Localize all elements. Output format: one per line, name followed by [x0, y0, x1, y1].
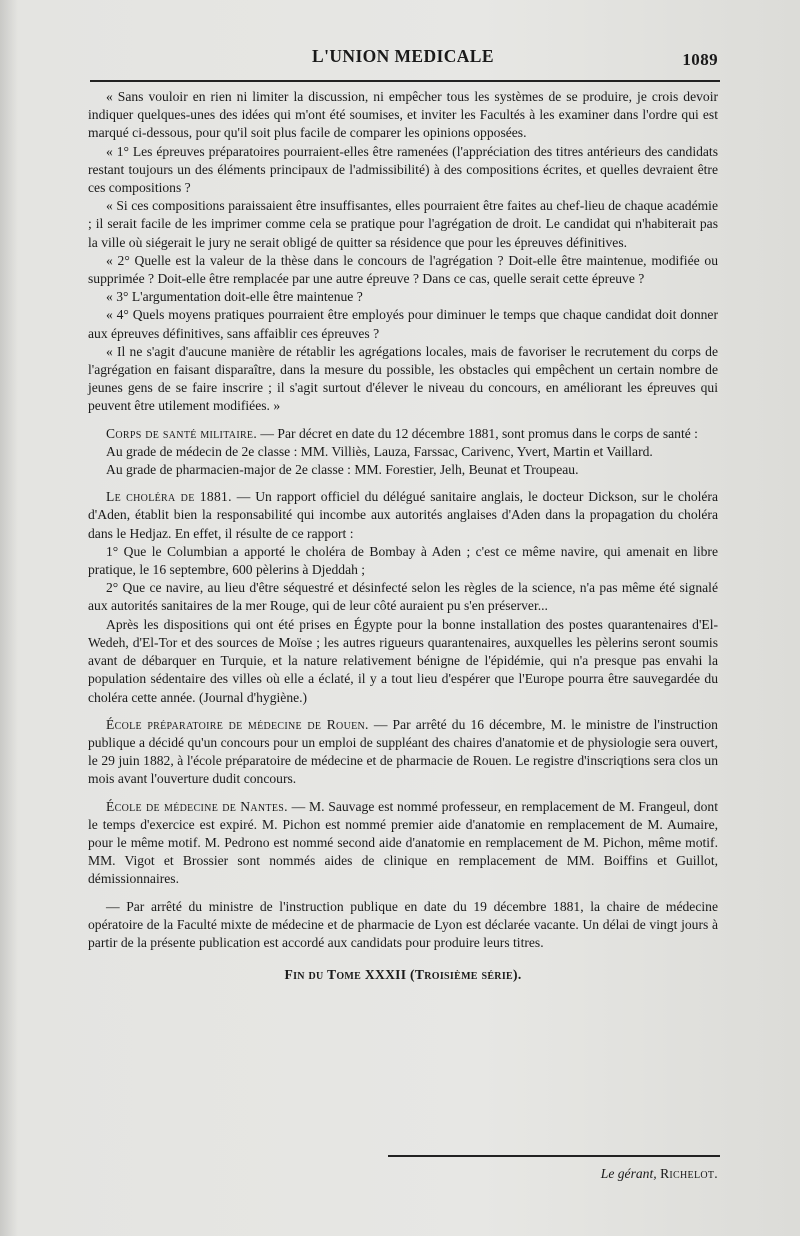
- paragraph: Au grade de pharmacien-major de 2e classe : MM. Forestier, Jelh, Beunat et Troupeau.: [106, 462, 579, 478]
- header-rule: [90, 80, 720, 82]
- footer-rule: [388, 1155, 720, 1157]
- paragraph-text: — Un rapport officiel du délégué sanitaire anglais, le docteur Dickson, sur le choléra d'Aden, établit bien la responsabilité qui incombe aux autorités anglaises d'Aden dans la propagation du choléra dans le Hedjaz. En effet, il résulte de ce rapport :: [88, 489, 718, 541]
- paragraph-text: — Par arrêté du 16 décembre, M. le ministre de l'instruction publique a décidé qu'un concours pour un emploi de suppléant des chaires d'anatomie et de physiologie sera ouvert, le 29 juin 1882, à l'école préparatoire de médecine et de pharmacie de Rouen. Le registre d'inscriqtions sera clos un mois avant l'ouverture dudit concours.: [88, 716, 718, 787]
- paragraph: « 4° Quels moyens pratiques pourraient être employés pour diminuer le temps que chaque candidat doit donner aux épreuves définitives, sans affaiblir ces épreuves ?: [88, 307, 718, 341]
- section-heading: Corps de santé militaire.: [106, 425, 258, 441]
- paragraph: « Si ces compositions paraissaient être insuffisantes, elles pourraient être faites au chef-lieu de chaque académie ; il serait facile de les imprimer comme cela se pratique pour l'agrégation de droit. Le candidat qui n'habiterait pas la ville où siégerait le jury ne serait obligé de quitter sa résidence que pour les épreuves définitives.: [88, 198, 718, 250]
- paragraph: — Par arrêté du ministre de l'instruction publique en date du 19 décembre 1881, la chaire de médecine opératoire de la Faculté mixte de médecine et de pharmacie de Lyon est déclarée vacante. Un délai de vingt jours à partir de la présente publication est accordé aux candidats pour produire leurs titres.: [88, 898, 718, 950]
- section-heading: École préparatoire de médecine de Rouen.: [106, 716, 369, 732]
- paragraph: Après les dispositions qui ont été prises en Égypte pour la bonne installation des postes quarantenaires d'El-Wedeh, d'El-Tor et des sources de Moïse ; les autres rigueurs quarantenaires, auxquelles les pèlerins seront soumis avant de débarquer en Turquie, et la nature relativement bénigne de l'épidémie, qui n'a presque pas envahi la population sédentaire des villes où elle a éclaté, il y a tout lieu d'espérer que l'Europe pourra être sauvegardée du choléra cette année. (Journal d'hygiène.): [88, 616, 718, 705]
- gerant-name: Richelot.: [660, 1166, 718, 1181]
- news-item: [88, 798, 718, 889]
- signature-line: [400, 1166, 718, 1182]
- gerant-label: Le gérant,: [600, 1166, 657, 1181]
- article-body: [88, 88, 718, 984]
- page-number: 1089: [682, 50, 718, 69]
- paragraph: « 2° Quelle est la valeur de la thèse dans le concours de l'agrégation ? Doit-elle être maintenue, modifiée ou supprimée ? Doit-elle être remplacée par une autre épreuve ? Dans ce cas, quelle serait cette épreuve ?: [88, 252, 718, 287]
- section-heading: Le choléra de 1881.: [106, 489, 232, 505]
- paragraph: Au grade de médecin de 2e classe : MM. Villiès, Lauza, Farssac, Carivenc, Yvert, Martin et Vaillard.: [106, 443, 653, 459]
- paragraph-text: — M. Sauvage est nommé professeur, en remplacement de M. Frangeul, dont le temps d'exercice est expiré. M. Pichon est nommé premier aide d'anatomie en remplacement de M. Aumaire, pour le même motif. M. Pedrono est nommé second aide d'anatomie en remplacement de M. Pichon, même motif. MM. Vigot et Brossier sont nommés aides de clinique en remplacement de MM. Boiffins et Guillot, démissionnaires.: [88, 798, 718, 887]
- running-header: [88, 44, 718, 74]
- paragraph: « 3° L'argumentation doit-elle être maintenue ?: [106, 289, 363, 305]
- paragraph: « Il ne s'agit d'aucune manière de rétablir les agrégations locales, mais de favoriser le recrutement du corps de l'agrégation en faisant disparaître, dans la mesure du possible, les obstacles qui empêchent un certain nombre de jeunes gens de se faire inscrire ; il s'agit surtout d'élever le niveau du concours, en améliorant les épreuves qui peuvent être utilement modifiées. »: [88, 343, 718, 414]
- paragraph-text: — Par décret en date du 12 décembre 1881, sont promus dans le corps de santé :: [257, 425, 698, 441]
- paragraph: 2° Que ce navire, au lieu d'être séquestré et désinfecté selon les règles de la science, n'a pas même été signalé aux autorités sanitaires de la mer Rouge, qui de leur côté auraient pu s'en préserver...: [88, 580, 718, 614]
- paragraph: « 1° Les épreuves préparatoires pourraient-elles être ramenées (l'appréciation des titres antérieurs des candidats restant toujours un des éléments principaux de l'admissibilité) à des compositions écrites, et quelles devraient être ces compositions ?: [88, 143, 718, 196]
- section-heading: École de médecine de Nantes.: [106, 798, 288, 814]
- paragraph: 1° Que le Columbian a apporté le choléra de Bombay à Aden ; c'est ce même navire, qui amenait en libre pratique, le 16 septembre, 600 pèlerins à Djeddah ;: [88, 543, 718, 578]
- news-item: [88, 425, 718, 443]
- news-item: [88, 488, 718, 543]
- end-of-volume: Fin du Tome XXXII (Troisième série).: [284, 967, 522, 983]
- paragraph: « Sans vouloir en rien ni limiter la discussion, ni empêcher tous les systèmes de se produire, je crois devoir indiquer quelques-unes des idées qui m'ont été soumises, et inviter les Facultés à les examiner dans l'ordre qui est marqué ci-dessous, pour qu'il soit plus facile de comparer les opinions opposées.: [88, 89, 718, 141]
- news-item: [88, 716, 718, 789]
- journal-title: L'UNION MEDICALE: [312, 46, 494, 66]
